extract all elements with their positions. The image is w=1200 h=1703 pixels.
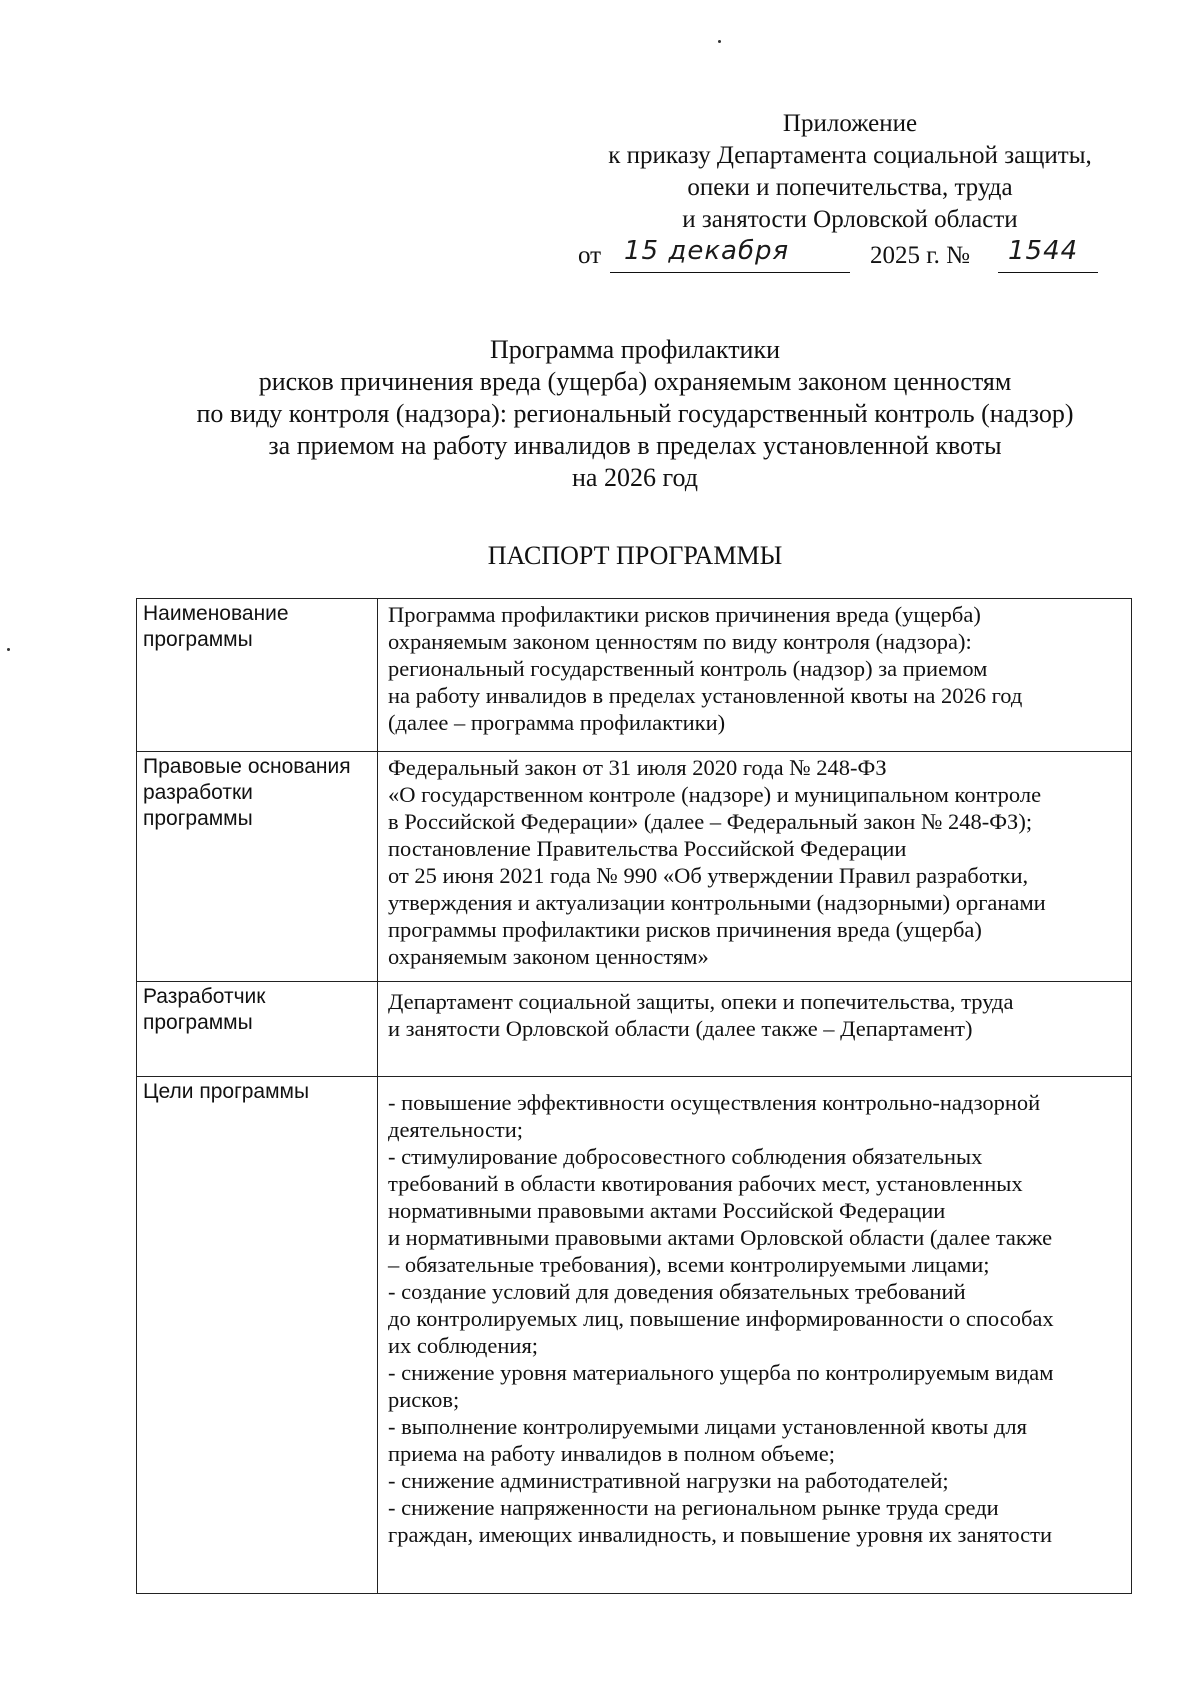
content-line: постановление Правительства Российской Федерации bbox=[388, 836, 907, 861]
title-line: за приемом на работу инвалидов в пределах установленной квоты bbox=[268, 431, 1002, 460]
appendix-header bbox=[560, 108, 1140, 236]
handwritten-order-number: 1544 bbox=[1008, 236, 1079, 266]
content-line: программы профилактики рисков причинения вреда (ущерба) bbox=[388, 917, 982, 942]
handwritten-date: 15 декабря bbox=[624, 236, 790, 266]
number-underline bbox=[998, 272, 1098, 273]
content-line: региональный государственный контроль (надзор) за приемом bbox=[388, 656, 988, 681]
order-date-number-line bbox=[578, 236, 1138, 276]
content-line: Федеральный закон от 31 июля 2020 года № 248-ФЗ bbox=[388, 755, 887, 780]
content-line: и занятости Орловской области (далее также – Департамент) bbox=[388, 1016, 973, 1041]
table-row-program-name bbox=[137, 599, 1132, 752]
content-line: охраняемым законом ценностям» bbox=[388, 944, 709, 969]
content-line: (далее – программа профилактики) bbox=[388, 710, 726, 735]
content-line: – обязательные требования), всеми контролируемыми лицами; bbox=[388, 1252, 990, 1277]
appendix-line: и занятости Орловской области bbox=[682, 206, 1018, 233]
row-content bbox=[378, 982, 1132, 1077]
row-content bbox=[378, 599, 1132, 752]
content-line: - создание условий для доведения обязательных требований bbox=[388, 1279, 966, 1304]
content-line: нормативными правовыми актами Российской Федерации bbox=[388, 1198, 946, 1223]
content-line: утверждения и актуализации контрольными (надзорными) органами bbox=[388, 890, 1046, 915]
content-line: в Российской Федерации» (далее – Федеральный закон № 248-ФЗ); bbox=[388, 809, 1033, 834]
label-line: Цели программы bbox=[143, 1080, 310, 1103]
content-line: - выполнение контролируемыми лицами установленной квоты для bbox=[388, 1414, 1027, 1439]
content-line: Департамент социальной защиты, опеки и попечительства, труда bbox=[388, 989, 1014, 1014]
label-line: Наименование bbox=[143, 602, 289, 625]
content-line: деятельности; bbox=[388, 1117, 524, 1142]
content-line: и нормативными правовыми актами Орловской области (далее также bbox=[388, 1225, 1053, 1250]
passport-heading: ПАСПОРТ ПРОГРАММЫ bbox=[487, 541, 783, 570]
title-line: рисков причинения вреда (ущерба) охраняемым законом ценностям bbox=[258, 367, 1012, 396]
content-line: - снижение административной нагрузки на работодателей; bbox=[388, 1468, 949, 1493]
content-line: рисков; bbox=[388, 1387, 460, 1412]
year-number-label: 2025 г. № bbox=[870, 242, 971, 269]
date-prefix: от bbox=[578, 242, 602, 269]
content-line: Программа профилактики рисков причинения вреда (ущерба) bbox=[388, 602, 981, 627]
scan-speck bbox=[7, 648, 10, 651]
content-line: - снижение уровня материального ущерба по контролируемым видам bbox=[388, 1360, 1054, 1385]
row-label bbox=[137, 752, 378, 982]
title-line: Программа профилактики bbox=[489, 335, 781, 364]
content-line: - снижение напряженности на региональном рынке труда среди bbox=[388, 1495, 999, 1520]
label-line: Правовые основания bbox=[143, 755, 351, 778]
program-title bbox=[140, 334, 1130, 494]
row-label bbox=[137, 599, 378, 752]
content-line: приема на работу инвалидов в полном объеме; bbox=[388, 1441, 835, 1466]
label-line: Разработчик bbox=[143, 985, 266, 1008]
label-line: программы bbox=[143, 807, 253, 830]
date-underline bbox=[610, 272, 850, 273]
content-line: требований в области квотирования рабочих мест, установленных bbox=[388, 1171, 1023, 1196]
table-row-legal-basis bbox=[137, 752, 1132, 982]
content-line: - стимулирование добросовестного соблюдения обязательных bbox=[388, 1144, 983, 1169]
content-line: «О государственном контроле (надзоре) и муниципальном контроле bbox=[388, 782, 1042, 807]
title-line: по виду контроля (надзора): региональный государственный контроль (надзор) bbox=[196, 399, 1074, 428]
label-line: программы bbox=[143, 628, 253, 651]
content-line: - повышение эффективности осуществления контрольно-надзорной bbox=[388, 1090, 1041, 1115]
label-line: программы bbox=[143, 1011, 253, 1034]
appendix-line: к приказу Департамента социальной защиты, bbox=[608, 142, 1092, 169]
row-content bbox=[378, 1077, 1132, 1594]
content-line: их соблюдения; bbox=[388, 1333, 539, 1358]
content-line: охраняемым законом ценностям по виду контроля (надзора): bbox=[388, 629, 972, 654]
row-label bbox=[137, 1077, 378, 1594]
row-content bbox=[378, 752, 1132, 982]
label-line: разработки bbox=[143, 781, 253, 804]
passport-table bbox=[136, 598, 1132, 1594]
row-label bbox=[137, 982, 378, 1077]
table-row-developer bbox=[137, 982, 1132, 1077]
content-line: граждан, имеющих инвалидность, и повышение уровня их занятости bbox=[388, 1522, 1053, 1547]
appendix-line: опеки и попечительства, труда bbox=[687, 174, 1013, 201]
title-line: на 2026 год bbox=[572, 463, 698, 492]
content-line: до контролируемых лиц, повышение информированности о способах bbox=[388, 1306, 1054, 1331]
table-row-goals bbox=[137, 1077, 1132, 1594]
appendix-line: Приложение bbox=[782, 110, 918, 137]
content-line: от 25 июня 2021 года № 990 «Об утверждении Правил разработки, bbox=[388, 863, 1029, 888]
scan-speck bbox=[718, 40, 721, 43]
content-line: на работу инвалидов в пределах установленной квоты на 2026 год bbox=[388, 683, 1023, 708]
